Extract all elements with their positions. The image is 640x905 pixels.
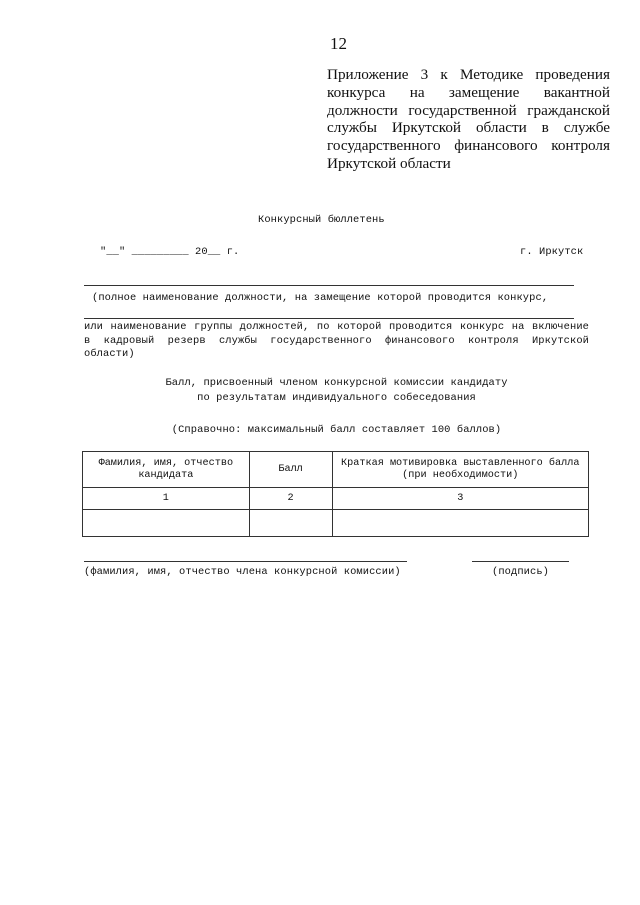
table-row (83, 510, 589, 537)
candidate-name-cell[interactable] (83, 510, 250, 537)
column-number-3: 3 (332, 488, 589, 510)
position-note-1: (полное наименование должности, на замещение которой проводится конкурс, (92, 292, 549, 304)
header-score: Балл (249, 452, 332, 488)
score-cell[interactable] (249, 510, 332, 537)
name-caption: (фамилия, имя, отчество члена конкурсной комиссии) (84, 566, 401, 578)
reference-note: (Справочно: максимальный балл составляет 100 баллов) (171, 424, 502, 436)
header-candidate-name: Фамилия, имя, отчество кандидата (83, 452, 250, 488)
column-number-2: 2 (249, 488, 332, 510)
score-heading-2: по результатам индивидуального собеседования (197, 392, 476, 404)
position-underline-2 (84, 318, 574, 319)
position-note-2: или наименование группы должностей, по которой проводится конкурс на включение в кадровый резерв службы государственного финансового контроля Иркутской области) (84, 321, 589, 360)
position-underline-1 (84, 285, 574, 286)
table-header-row (83, 452, 589, 488)
name-signature-line (84, 561, 407, 562)
header-motivation: Краткая мотивировка выставленного балла (при необходимости) (332, 452, 589, 488)
signature-line (472, 561, 569, 562)
city-label: г. Иркутск (520, 246, 584, 258)
date-line: "__" _________ 20__ г. (100, 246, 240, 258)
column-number-1: 1 (83, 488, 250, 510)
signature-caption: (подпись) (492, 566, 550, 578)
page-number: 12 (330, 34, 347, 53)
table-numbers-row (83, 488, 589, 510)
appendix-note: Приложение 3 к Методике проведения конкурса на замещение вакантной должности государственной гражданской службы Иркутской области в службе государственного финансового контроля Иркутской области (327, 66, 610, 172)
ballot-title: Конкурсный бюллетень (258, 214, 385, 226)
score-heading-1: Балл, присвоенный членом конкурсной комиссии кандидату (165, 377, 508, 389)
score-table (82, 451, 589, 537)
motivation-cell[interactable] (332, 510, 589, 537)
